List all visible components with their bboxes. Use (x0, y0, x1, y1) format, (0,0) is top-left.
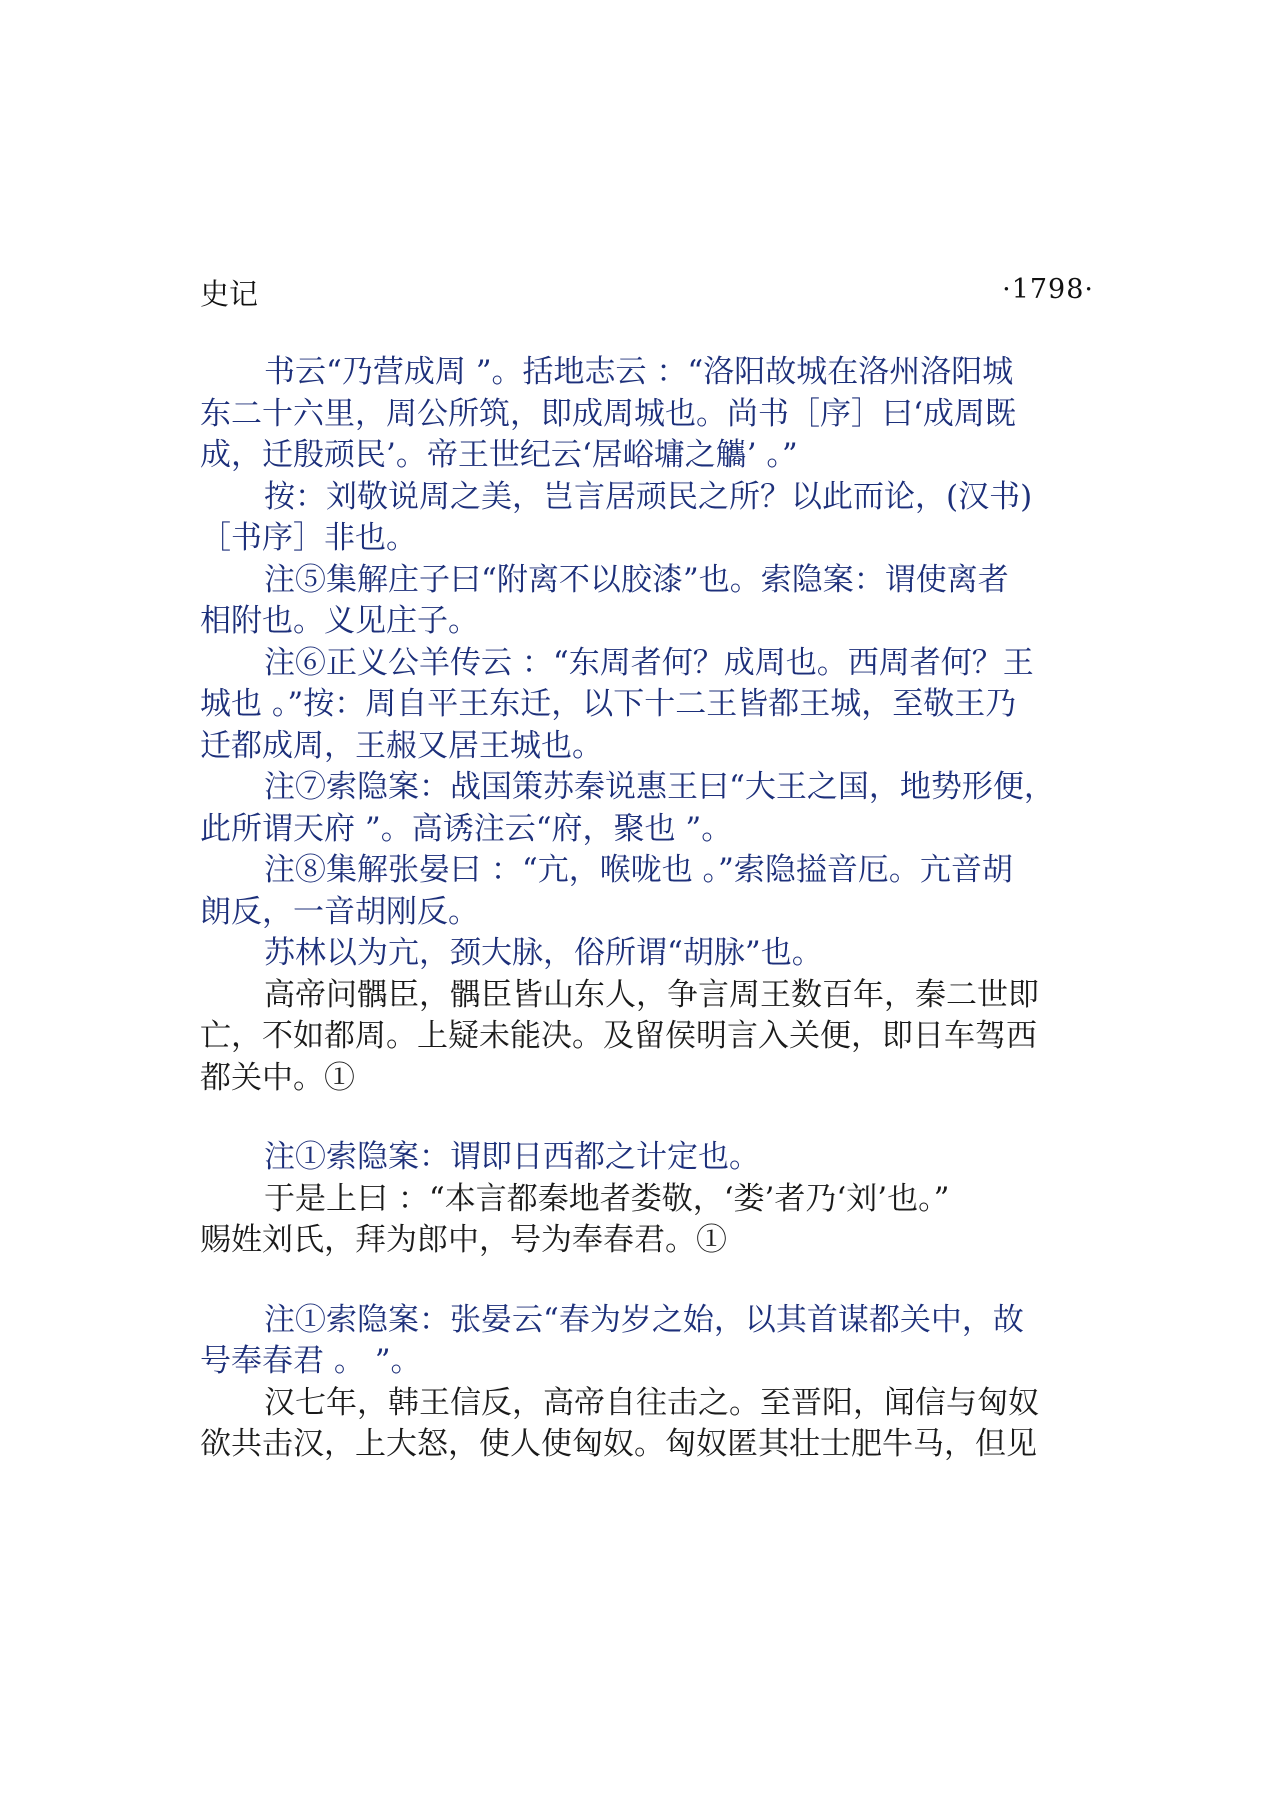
main-text-paragraph (200, 975, 1094, 1100)
text-line: 东二十六里，周公所筑，即成周城也。尚书［序］曰‘成周既 (200, 395, 1016, 432)
note-paragraph (200, 560, 1094, 643)
main-text-paragraph (200, 1179, 1094, 1262)
commentary-paragraph (200, 477, 1094, 560)
text-line: 书云“乃营成周 ”。括地志云 ：“洛阳故城在洛州洛阳城 (264, 354, 1014, 390)
text-line: ［书序］非也。 (200, 520, 417, 556)
text-line: 亡，不如都周。上疑未能决。及留侯明言入关便，即日车驾西 (200, 1018, 1037, 1054)
note-paragraph (200, 850, 1094, 933)
note-paragraph (200, 643, 1094, 768)
text-line: 汉七年，韩王信反，高帝自往击之。至晋阳，闻信与匈奴 (264, 1384, 1039, 1421)
text-line: 注①索隐案：谓即日西都之计定也。 (264, 1139, 760, 1175)
text-line: 此所谓天府 ”。高诱注云“府，聚也 ”。 (200, 810, 733, 847)
text-line: 欲共击汉，上大怒，使人使匈奴。匈奴匿其壮士肥牛马，但见 (200, 1426, 1037, 1462)
text-line: 苏林以为亢，颈大脉，俗所谓“胡脉”也。 (264, 935, 823, 971)
main-text-paragraph (200, 1383, 1094, 1466)
text-line: 注⑤集解庄子曰“附离不以胶漆”也。索隐案：谓使离者 (264, 561, 1009, 598)
text-line: 注⑧集解张晏曰 ：“亢，喉咙也 。”索隐搤音厄。亢音胡 (264, 852, 1013, 888)
text-line: 相附也。义见庄子。 (200, 603, 479, 639)
commentary-paragraph (200, 933, 1094, 975)
paragraph-gap (200, 1099, 1094, 1137)
text-line: 号奉春君 。 ”。 (200, 1343, 422, 1379)
commentary-paragraph (200, 352, 1094, 477)
text-line: 注⑥正义公羊传云 ：“东周者何？成周也。西周者何？王 (264, 644, 1034, 681)
note-paragraph (200, 767, 1094, 850)
note-paragraph (200, 1300, 1094, 1383)
text-line: 注⑦索隐案：战国策苏秦说惠王曰“大王之国，地势形便， (264, 769, 1055, 805)
text-line: 注①索隐案：张晏云“春为岁之始，以其首谋都关中，故 (264, 1301, 1024, 1338)
text-line: 成，迁殷顽民’。帝王世纪云‘居峪墉之觿’ 。” (200, 437, 798, 473)
text-line: 高帝问髃臣，髃臣皆山东人，争言周王数百年，秦二世即 (264, 976, 1039, 1013)
text-line: 于是上曰 ：“本言都秦地者娄敬，‘娄’者乃‘刘’也。” (264, 1180, 950, 1217)
text-line: 赐姓刘氏，拜为郎中，号为奉春君。① (200, 1222, 727, 1258)
text-line: 迁都成周，王赧又居王城也。 (200, 727, 603, 764)
page-body (200, 352, 1094, 1466)
note-paragraph (200, 1137, 1094, 1179)
book-title: 史记 (200, 277, 259, 311)
text-line: 都关中。① (200, 1059, 355, 1096)
text-line: 朗反，一音胡刚反。 (200, 893, 479, 930)
paragraph-gap (200, 1262, 1094, 1300)
text-line: 按：刘敬说周之美，岂言居顽民之所？以此而论，(汉书) (264, 478, 1033, 515)
page-number: ·1798· (1002, 274, 1094, 305)
page-header (200, 272, 1094, 312)
text-line: 城也 。”按：周自平王东迁，以下十二王皆都王城，至敬王乃 (200, 686, 1017, 722)
